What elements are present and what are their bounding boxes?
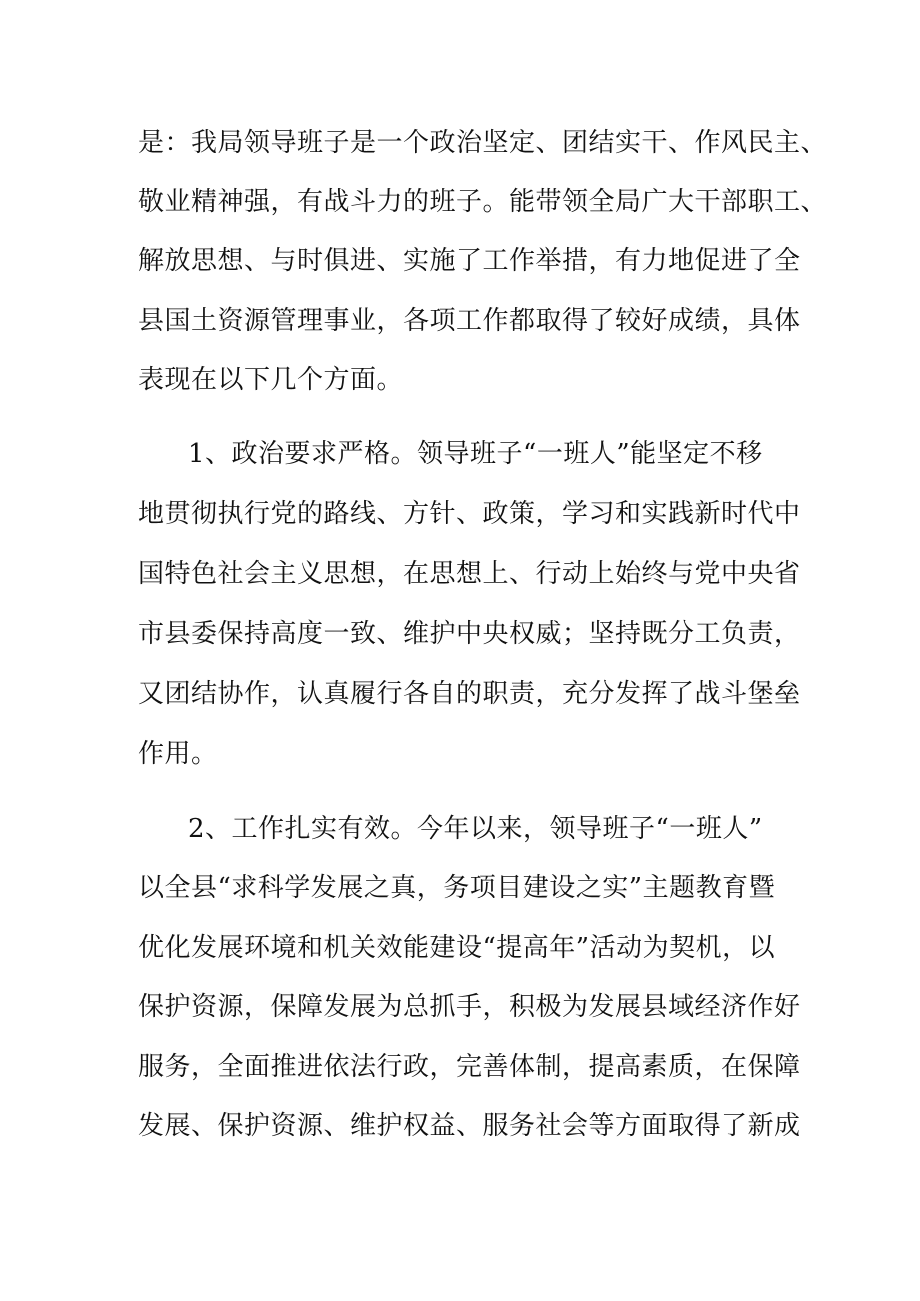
text-line-16: 服务，全面推进依法行政，完善体制，提高素质，在保障 [138,1052,801,1082]
text-line-4: 县国土资源管理事业，各项工作都取得了较好成绩，具体 [138,306,801,336]
text-line-8: 国特色社会主义思想，在思想上、行动上始终与党中央省 [138,559,801,589]
text-line-10: 又团结协作，认真履行各自的职责，充分发挥了战斗堡垒 [138,679,801,709]
text-line-5: 表现在以下几个方面。 [138,365,404,395]
text-line-7: 地贯彻执行党的路线、方针、政策，学习和实践新时代中 [138,499,801,529]
text-line-3: 解放思想、与时俱进、实施了工作举措，有力地促进了全 [138,246,801,276]
text-line-2: 敬业精神强，有战斗力的班子。能带领全局广大干部职工、 [138,187,828,217]
text-line-13: 以全县“求科学发展之真，务项目建设之实”主题教育暨 [138,873,776,903]
text-line-9: 市县委保持高度一致、维护中央权威；坚持既分工负责， [138,619,801,649]
text-line-11: 作用。 [138,739,218,769]
text-line-17: 发展、保护资源、维护权益、服务社会等方面取得了新成 [138,1111,801,1141]
text-line-15: 保护资源，保障发展为总抓手，积极为发展县域经济作好 [138,992,801,1022]
text-line-14: 优化发展环境和机关效能建设“提高年”活动为契机，以 [138,933,776,963]
paragraph-2-heading-line: 2、工作扎实有效。今年以来，领导班子“一班人” [188,814,763,844]
paragraph-1-heading-line: 1、政治要求严格。领导班子“一班人”能坚定不移 [188,439,763,469]
text-line-1: 是：我局领导班子是一个政治坚定、团结实干、作风民主、 [138,128,828,158]
